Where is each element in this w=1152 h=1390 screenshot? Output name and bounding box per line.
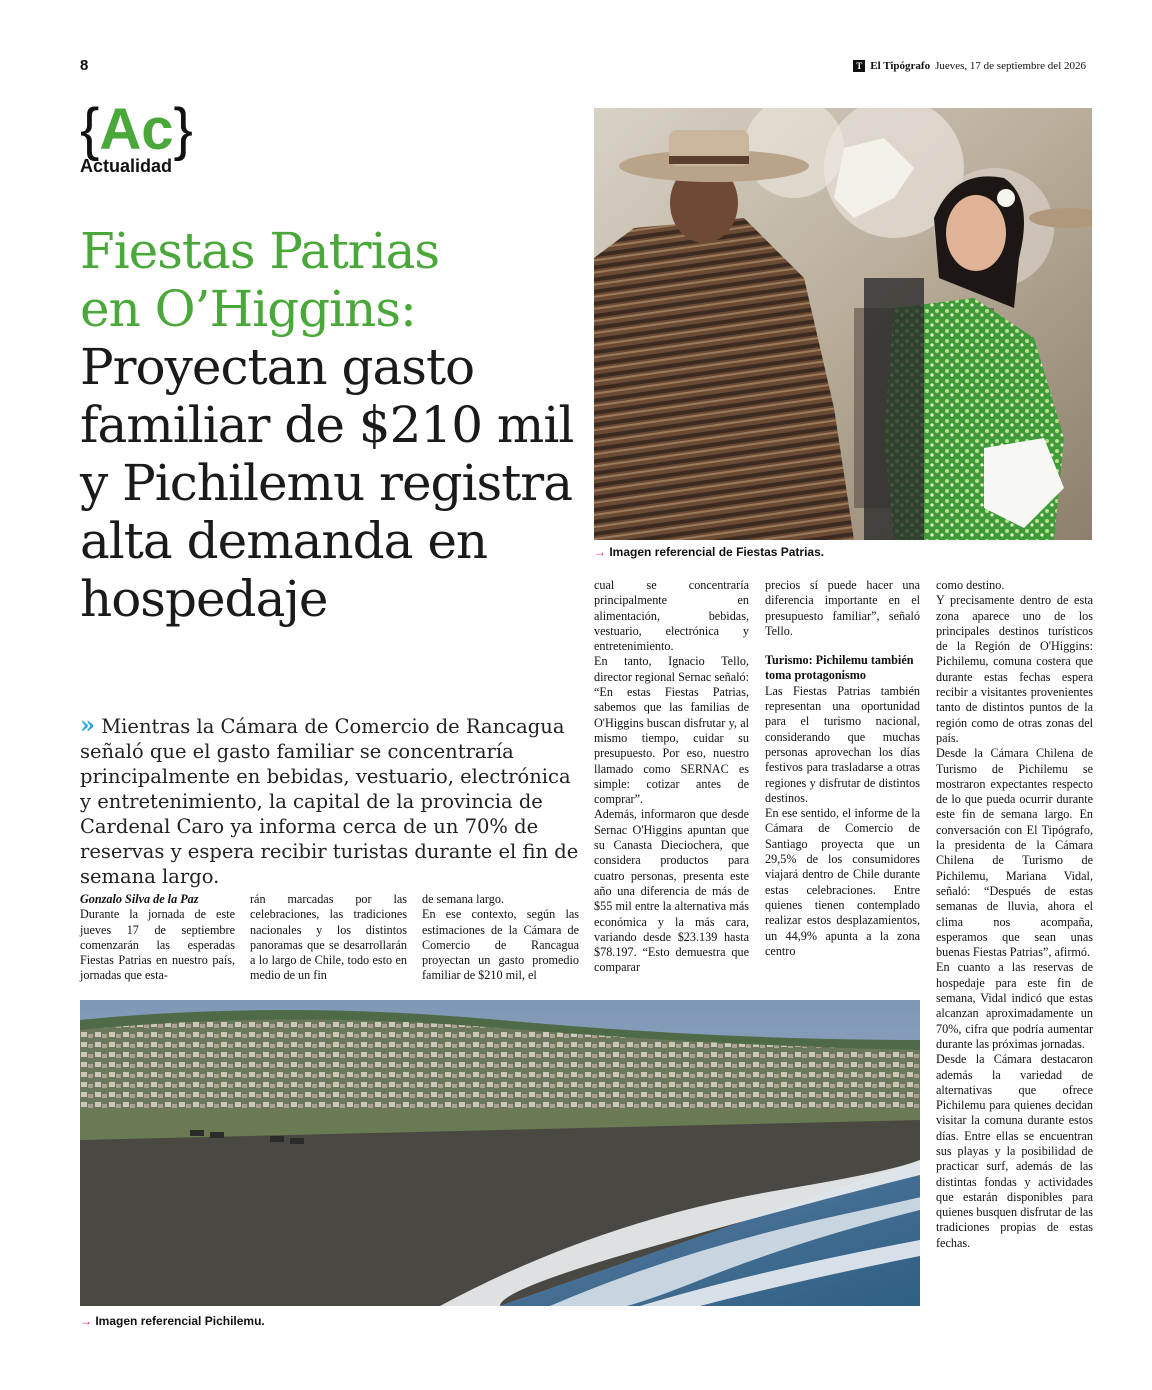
issue-date: Jueves, 17 de septiembre del 2026: [935, 60, 1086, 72]
section-code-letters: Ac: [99, 97, 174, 162]
photo1-caption: [594, 545, 824, 559]
publication-logo-icon: T: [853, 60, 865, 72]
photo2-caption-text: Imagen referencial Pichilemu.: [95, 1314, 265, 1328]
caption-arrow-icon: →: [594, 545, 606, 559]
headline-dark-line-5: hospedaje: [80, 570, 328, 628]
col5-p1: precios sí puede hacer una diferencia importante en el presupuesto familiar”, señaló Tello.: [765, 578, 920, 638]
headline-dark-line-4: alta demanda en: [80, 512, 488, 570]
brace-open: {: [80, 97, 100, 162]
photo1-caption-text: Imagen referencial de Fiestas Patrias.: [609, 545, 825, 559]
section-marker: [80, 97, 193, 177]
col2-text: rán marcadas por las celebraciones, las tradiciones nacionales y los distintos panoramas que se desarrollarán a lo largo de Chile, todo esto en medio de un fin: [250, 892, 407, 983]
publication-name: El Tipógrafo: [870, 60, 931, 72]
headline-dark-line-2: familiar de $210 mil: [80, 396, 574, 454]
col6-p2: Y precisamente dentro de esta zona aparece uno de los principales destinos turísticos de la Región de O'Higgins: Pichilemu, comuna costera que durante estas fechas espera recibir a visitantes provenientes tanto de distintos puntos de la región como de otras zonas del país.: [936, 593, 1093, 745]
fiestas-photo-illustration: [594, 108, 1092, 540]
col4-p2: En tanto, Ignacio Tello, director regional Sernac señaló: “En estas Fiestas Patrias, sabemos que las familias de O'Higgins buscan disfrutar y, al mismo tiempo, cuidar su presupuesto. Por eso, nuestro llamado como SERNAC es simple: cotizar antes de comprar”.: [594, 654, 749, 807]
photo2-caption: [80, 1314, 265, 1328]
col4-p1: cual se concentraría principalmente en alimentación, bebidas, vestuario, electrónica y entretenimiento.: [594, 578, 749, 654]
photo-pichilemu: [80, 1000, 920, 1306]
col6-p5: Desde la Cámara destacaron además la variedad de alternativas que ofrece Pichilemu para quienes decidan visitar la comuna durante estos días. Entre ellas se encuentran sus playas y la posibilidad de practicar surf, además de las distintas fondas y actividades que estarán disponibles para quienes busquen disfrutar de las tradiciones propias de estas fechas.: [936, 1052, 1093, 1250]
headline-dark-line-1: Proyectan gasto: [80, 338, 475, 396]
section-subhead: Turismo: Pichilemu también toma protagonismo: [765, 653, 914, 683]
col6-p1: como destino.: [936, 578, 1005, 592]
headline-green-line-1: Fiestas Patrias: [80, 222, 440, 280]
col6-p4: En cuanto a las reservas de hospedaje para este fin de semana, Vidal indicó que estas alcanzan aproximadamente un 70%, cifra que podría aumentar durante las próximas jornadas.: [936, 960, 1093, 1051]
col4-p3: Además, informaron que desde Sernac O'Higgins apuntan que su Canasta Dieciochera, que considera productos para cuatro personas, presenta este año una diferencia de más de $55 mil entre la alternativa más económica y la más cara, variando desde $23.139 hasta $78.197. “Esto demuestra que comparar: [594, 807, 749, 975]
lede-text: Mientras la Cámara de Comercio de Rancagua señaló que el gasto familiar se concentraría principalmente en bebidas, vestuario, electrónica y entretenimiento, la capital de la provincia de Cardenal Caro ya informa cerca de un 70% de reservas y espera recibir turistas durante el fin de semana largo.: [80, 715, 579, 888]
byline: Gonzalo Silva de la Paz: [80, 892, 199, 906]
caption-arrow-icon: →: [80, 1314, 92, 1328]
headline-green-line-2: en O’Higgins:: [80, 280, 416, 338]
col5-p3: En ese sentido, el informe de la Cámara de Comercio de Santiago proyecta que un 29,5% de los consumidores viajará dentro de Chile durante estas celebraciones. Entre quienes tienen contemplado realizar estos desplazamientos, un 44,9% apunta a la zona centro: [765, 806, 920, 958]
photo-fiestas-patrias: [594, 108, 1092, 540]
article-column-2: [250, 892, 407, 984]
lede: [80, 712, 580, 889]
col3-p1: de semana largo.: [422, 892, 505, 906]
col1-text: Durante la jornada de este jueves 17 de septiembre comenzarán las esperadas Fiestas Patrias en nuestro país, jornadas que esta-: [80, 907, 235, 983]
article-column-4: [594, 578, 749, 976]
article-column-6: [936, 578, 1093, 1251]
col5-p2: Las Fiestas Patrias también representan una oportunidad para el turismo nacional, considerando que muchas personas aprovechan los días festivos para trasladarse a otras regiones y disfrutar de distintos destinos.: [765, 683, 920, 805]
article-column-3: [422, 892, 579, 984]
section-label: Actualidad: [80, 156, 173, 176]
article-column-5: [765, 578, 920, 959]
brace-close: }: [173, 97, 193, 162]
masthead: [853, 60, 1086, 72]
pichilemu-photo-illustration: [80, 1000, 920, 1306]
lede-marker-icon: »: [80, 710, 95, 739]
article-column-1: [80, 892, 235, 984]
headline: [80, 222, 580, 628]
col6-p3: Desde la Cámara Chilena de Turismo de Pichilemu se mostraron expectantes respecto de lo que pueda ocurrir durante este fin de semana largo. En conversación con El Tipógrafo, la presidenta de la Cámara Chilena de Turismo de Pichilemu, Mariana Vidal, señaló: “Después de estas semanas de lluvia, ahora el clima nos acompaña, esperamos que sean unas buenas Fiestas Patrias”, afirmó.: [936, 746, 1093, 960]
col3-p2: En ese contexto, según las estimaciones de la Cámara de Comercio de Rancagua proyectan un gasto promedio familiar de $210 mil, el: [422, 907, 579, 983]
section-code: [80, 97, 193, 162]
headline-dark-line-3: y Pichilemu registra: [80, 454, 573, 512]
page-number: 8: [80, 57, 89, 74]
